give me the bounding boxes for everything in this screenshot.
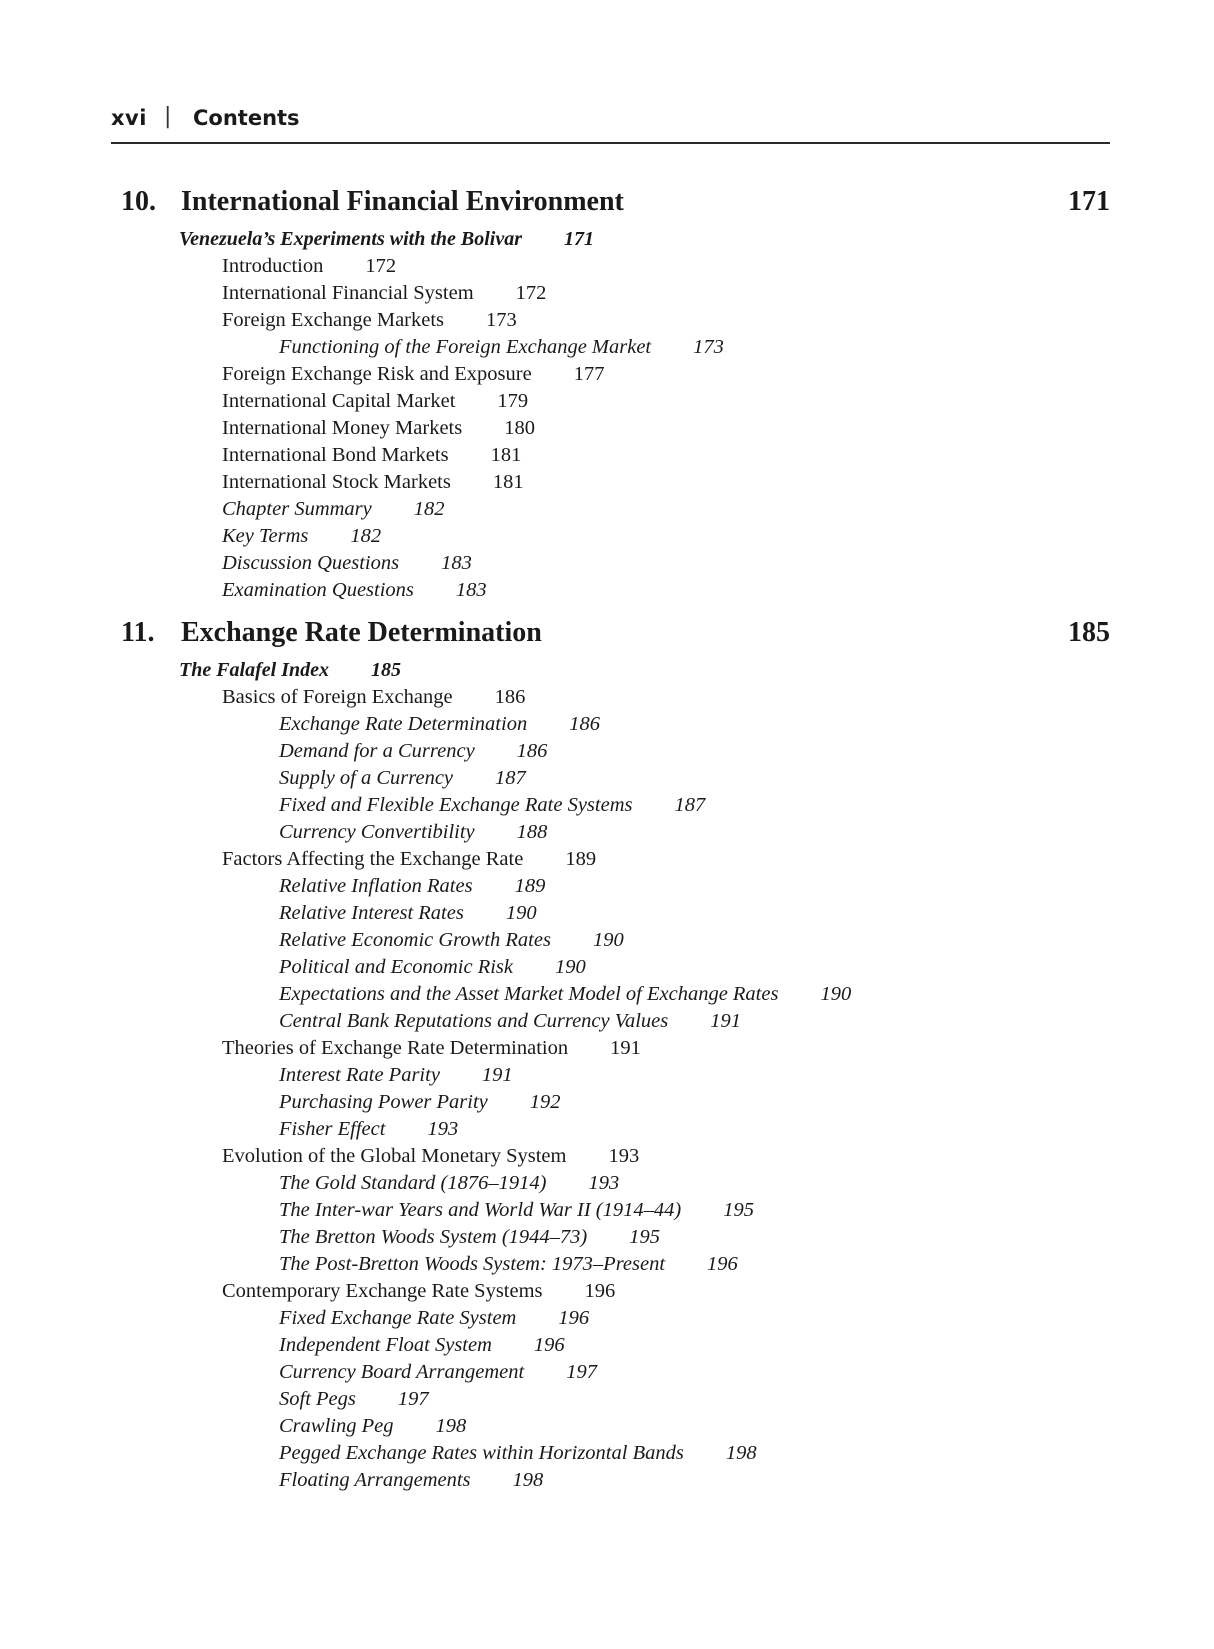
toc-entry-title: Currency Convertibility <box>279 821 475 843</box>
toc-entry-page: 196 <box>707 1253 738 1275</box>
toc-entry-page: 187 <box>495 767 526 789</box>
toc-entry[interactable] <box>111 361 1110 388</box>
toc-entry-title: The Bretton Woods System (1944–73) <box>279 1226 588 1248</box>
toc-entry-page: 191 <box>710 1010 742 1032</box>
toc-entry-page: 189 <box>565 848 597 870</box>
toc-entry[interactable] <box>111 1305 1110 1332</box>
toc-entry-title: Evolution of the Global Monetary System <box>222 1145 567 1167</box>
toc-entry-title: Fixed Exchange Rate System <box>279 1307 517 1329</box>
toc-entry[interactable] <box>111 1062 1110 1089</box>
toc-entry-page: 187 <box>674 794 706 816</box>
toc-entry-title: Relative Inflation Rates <box>279 875 473 897</box>
header-separator: | <box>164 104 172 129</box>
toc-entry[interactable] <box>111 765 1110 792</box>
toc-entry[interactable] <box>111 900 1110 927</box>
toc-entry-title: Factors Affecting the Exchange Rate <box>222 848 524 870</box>
toc-entry[interactable] <box>111 1440 1110 1467</box>
chapter-entries <box>111 657 1110 1494</box>
toc-entry-title: Fisher Effect <box>279 1118 386 1140</box>
chapter-heading[interactable] <box>111 617 1110 657</box>
toc-entry-page: 192 <box>529 1091 561 1113</box>
toc-entry-title: Foreign Exchange Risk and Exposure <box>222 363 532 385</box>
toc-entry-page: 185 <box>371 659 401 681</box>
chapter-entries <box>111 226 1110 604</box>
toc-entry[interactable] <box>111 442 1110 469</box>
toc-entry-title: The Post-Bretton Woods System: 1973–Present <box>279 1253 666 1275</box>
toc-entry-page: 181 <box>492 471 524 493</box>
toc-entry-page: 193 <box>427 1118 459 1140</box>
toc-entry-title: Chapter Summary <box>222 498 372 520</box>
toc-entry-page: 190 <box>820 983 852 1005</box>
toc-entry-page: 190 <box>555 956 586 978</box>
toc-entry-title: Relative Economic Growth Rates <box>279 929 551 951</box>
toc-entry-title: Central Bank Reputations and Currency Values <box>279 1010 669 1032</box>
toc-entry[interactable] <box>111 307 1110 334</box>
toc-entry-page: 179 <box>497 390 529 412</box>
toc-entry-title: Expectations and the Asset Market Model of Exchange Rates <box>279 983 779 1005</box>
toc-entry-title: International Money Markets <box>222 417 463 439</box>
toc-entry-page: 171 <box>564 228 594 250</box>
toc-entry[interactable] <box>111 711 1110 738</box>
toc-entry[interactable] <box>111 496 1110 523</box>
toc-entry[interactable] <box>111 1197 1110 1224</box>
toc-entry-title: Demand for a Currency <box>279 740 475 762</box>
running-header <box>111 104 1110 144</box>
toc-entry[interactable] <box>111 415 1110 442</box>
toc-entry[interactable] <box>111 819 1110 846</box>
toc-entry[interactable] <box>111 1359 1110 1386</box>
toc-entry[interactable] <box>111 523 1110 550</box>
toc-entry-title: International Financial System <box>222 282 474 304</box>
toc-entry-page: 193 <box>608 1145 640 1167</box>
toc-entry-page: 196 <box>533 1334 565 1356</box>
toc-entry-page: 193 <box>588 1172 620 1194</box>
toc-entry-page: 183 <box>455 579 487 601</box>
toc-entry[interactable] <box>111 738 1110 765</box>
toc-entry[interactable] <box>111 550 1110 577</box>
toc-entry-title: Functioning of the Foreign Exchange Market <box>279 336 652 358</box>
toc-entry-page: 186 <box>516 740 548 762</box>
chapter-10 <box>111 186 1110 604</box>
toc-entry-page: 182 <box>350 525 382 547</box>
toc-entry-page: 189 <box>514 875 546 897</box>
toc-entry[interactable] <box>111 334 1110 361</box>
toc-entry[interactable] <box>111 388 1110 415</box>
toc-entry[interactable] <box>111 1251 1110 1278</box>
toc-entry-title: International Bond Markets <box>222 444 449 466</box>
toc-entry-title: Currency Board Arrangement <box>279 1361 525 1383</box>
toc-entry-page: 196 <box>558 1307 590 1329</box>
toc-entry[interactable] <box>111 792 1110 819</box>
toc-entry-title: Key Terms <box>222 525 309 547</box>
toc-entry-page: 198 <box>435 1415 467 1437</box>
toc-entry-title: Contemporary Exchange Rate Systems <box>222 1280 543 1302</box>
toc-entry-page: 198 <box>512 1469 544 1491</box>
opening-case-entry[interactable] <box>111 226 1110 253</box>
toc-entry[interactable] <box>111 1278 1110 1305</box>
toc-entry-page: 197 <box>566 1361 597 1383</box>
chapter-page: 171 <box>1068 186 1110 217</box>
chapter-number: 11. <box>121 617 155 648</box>
toc-entry[interactable] <box>111 1089 1110 1116</box>
toc-entry[interactable] <box>111 927 1110 954</box>
toc-entry[interactable] <box>111 1413 1110 1440</box>
toc-entry-title: Discussion Questions <box>222 552 400 574</box>
header-title: Contents <box>193 106 300 130</box>
toc-entry-page: 190 <box>505 902 537 924</box>
toc-entry-title: Supply of a Currency <box>279 767 454 789</box>
toc-entry-title: Pegged Exchange Rates within Horizontal Bands <box>279 1442 684 1464</box>
toc-entry[interactable] <box>111 577 1110 604</box>
toc-entry-page: 180 <box>504 417 535 439</box>
chapter-title: Exchange Rate Determination <box>181 617 542 648</box>
toc-entry-page: 172 <box>515 282 547 304</box>
toc-entry-title: Exchange Rate Determination <box>279 713 528 735</box>
toc-entry[interactable] <box>111 1170 1110 1197</box>
toc-entry-page: 177 <box>573 363 605 385</box>
toc-entry-title: Foreign Exchange Markets <box>222 309 445 331</box>
toc-entry-page: 181 <box>490 444 522 466</box>
toc-entry-title: Interest Rate Parity <box>279 1064 440 1086</box>
toc-entry-title: Soft Pegs <box>279 1388 356 1410</box>
opening-case-entry[interactable] <box>111 657 1110 684</box>
toc-entry-page: 182 <box>413 498 445 520</box>
chapter-number: 10. <box>121 186 156 217</box>
toc-entry[interactable] <box>111 469 1110 496</box>
toc-entry-page: 172 <box>365 255 397 277</box>
toc-entry-page: 186 <box>494 686 526 708</box>
toc-entry-title: Relative Interest Rates <box>279 902 464 924</box>
toc-entry[interactable] <box>111 1386 1110 1413</box>
toc-entry[interactable] <box>111 280 1110 307</box>
toc-entry-title: Basics of Foreign Exchange <box>222 686 453 708</box>
toc-entry[interactable] <box>111 1332 1110 1359</box>
toc-entry-title: International Capital Market <box>222 390 456 412</box>
toc-entry-page: 186 <box>569 713 600 735</box>
toc-entry-title: Political and Economic Risk <box>279 956 513 978</box>
toc-entry-page: 191 <box>610 1037 641 1059</box>
toc-entry-page: 183 <box>441 552 472 574</box>
toc-entry[interactable] <box>111 1143 1110 1170</box>
toc-entry[interactable] <box>111 684 1110 711</box>
toc-entry-page: 196 <box>584 1280 616 1302</box>
toc-entry[interactable] <box>111 1008 1110 1035</box>
chapter-title: International Financial Environment <box>181 186 624 217</box>
chapter-11 <box>111 617 1110 1494</box>
toc-entry-title: The Falafel Index <box>179 659 329 681</box>
toc-entry-title: Independent Float System <box>279 1334 492 1356</box>
toc-entry[interactable] <box>111 1467 1110 1494</box>
toc-entry-page: 195 <box>723 1199 754 1221</box>
toc-entry[interactable] <box>111 1035 1110 1062</box>
toc-entry-title: Purchasing Power Parity <box>279 1091 488 1113</box>
toc-entry-title: The Inter-war Years and World War II (1914–44) <box>279 1199 682 1221</box>
toc-entry-title: Crawling Peg <box>279 1415 394 1437</box>
toc-entry-title: Introduction <box>222 255 324 277</box>
toc-entry-title: Fixed and Flexible Exchange Rate Systems <box>279 794 633 816</box>
toc-entry-page: 173 <box>693 336 724 358</box>
chapter-page: 185 <box>1068 617 1110 648</box>
toc-entry-title: Theories of Exchange Rate Determination <box>222 1037 569 1059</box>
toc-entry[interactable] <box>111 846 1110 873</box>
toc-entry-page: 190 <box>592 929 624 951</box>
toc-entry-title: Examination Questions <box>222 579 414 601</box>
toc-entry-title: International Stock Markets <box>222 471 451 493</box>
toc-entry-page: 188 <box>516 821 548 843</box>
toc-entry-title: Floating Arrangements <box>279 1469 471 1491</box>
toc-entry-page: 195 <box>629 1226 660 1248</box>
page-number: xvi <box>111 106 147 130</box>
toc-entry-page: 191 <box>481 1064 513 1086</box>
toc-entry[interactable] <box>111 253 1110 280</box>
toc-entry[interactable] <box>111 873 1110 900</box>
toc-entry-page: 197 <box>397 1388 429 1410</box>
toc-entry[interactable] <box>111 1116 1110 1143</box>
toc-entry-title: Venezuela’s Experiments with the Bolivar <box>179 228 522 250</box>
toc-entry[interactable] <box>111 1224 1110 1251</box>
toc-entry-title: The Gold Standard (1876–1914) <box>279 1172 547 1194</box>
toc-entry-page: 198 <box>725 1442 757 1464</box>
toc-entry[interactable] <box>111 981 1110 1008</box>
toc-entry-page: 173 <box>486 309 517 331</box>
toc-entry[interactable] <box>111 954 1110 981</box>
chapter-heading[interactable] <box>111 186 1110 226</box>
